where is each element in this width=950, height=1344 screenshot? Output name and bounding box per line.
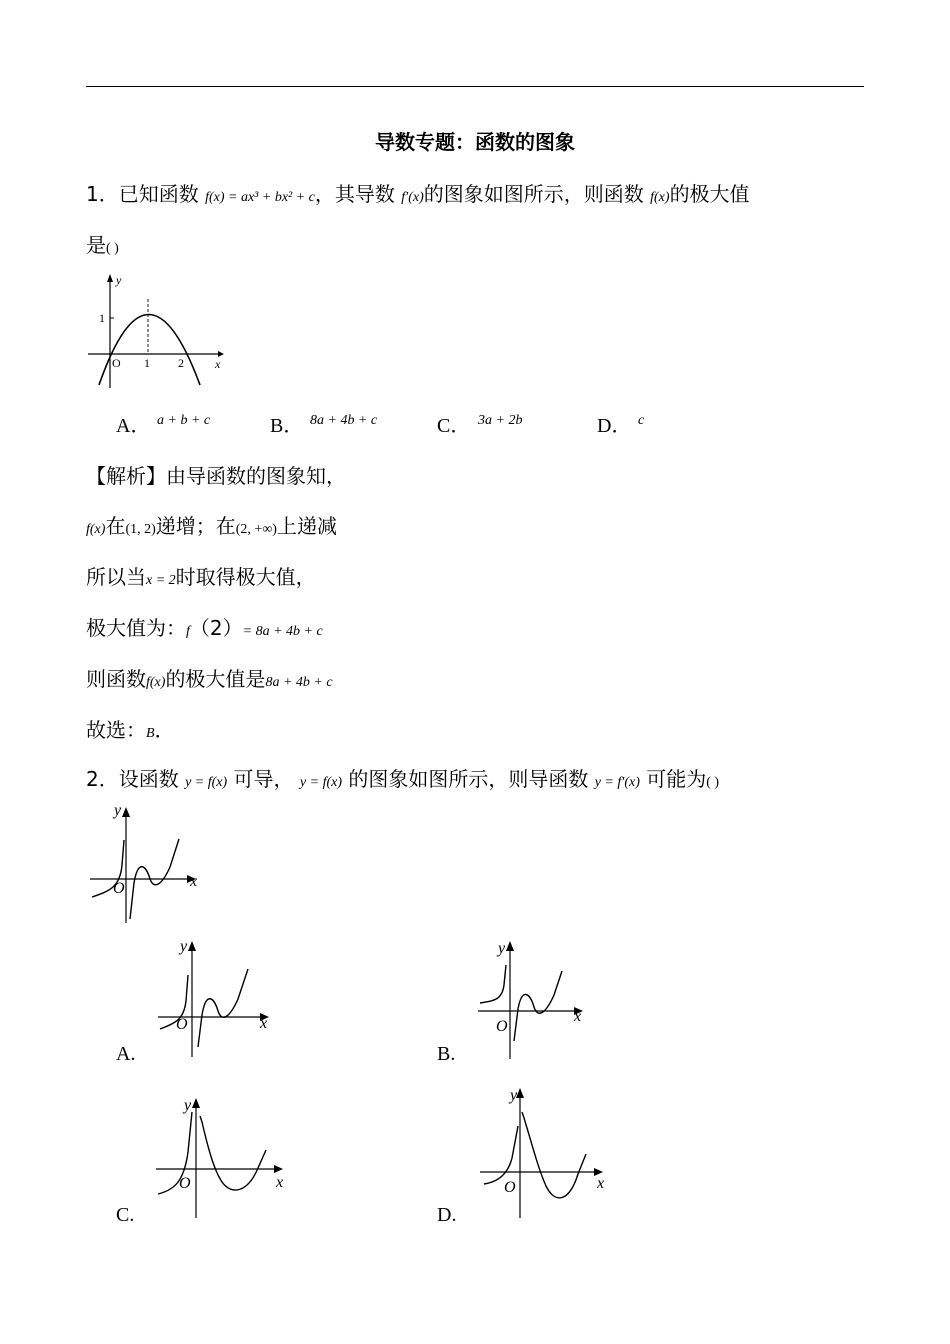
q1-formula-fx: f(x) <box>650 190 670 205</box>
sol-text-is: 的极大值是 <box>165 667 266 691</box>
q1-option-c-label[interactable]: C． <box>437 415 471 437</box>
qb-x-label: x <box>574 1008 582 1025</box>
q1-stem-line1 <box>86 178 750 207</box>
q2-text-3: 的图象如图所示，则导函数 <box>348 767 589 791</box>
q2-function-graph <box>86 795 216 925</box>
q2-y-label: y <box>114 802 122 819</box>
q1-stem-line2 <box>86 229 119 258</box>
qa-y-label: y <box>180 938 188 955</box>
q1-text-4: 的极大值 <box>669 182 750 206</box>
solution-line1: 【解析】由导函数的图象知， <box>86 464 346 488</box>
sol-text-zai: 在 <box>105 514 126 538</box>
q2-stem <box>86 763 719 792</box>
q1-formula-fprime: f′(x) <box>401 190 424 205</box>
q1-number: 1． <box>86 182 119 206</box>
sol-paren-2: （2） <box>189 616 243 640</box>
sol-period: ． <box>154 718 175 742</box>
sol-answer: B <box>146 726 155 741</box>
q2-option-c-graph[interactable] <box>152 1092 292 1222</box>
qd-x-label: x <box>597 1175 605 1192</box>
qc-curve <box>158 1112 266 1194</box>
qd-y-arrow <box>516 1088 524 1098</box>
qc-y-label: y <box>184 1097 192 1114</box>
qc-y-arrow <box>192 1098 200 1108</box>
q2-text-2: 可导， <box>233 767 294 791</box>
q2-formula-2: y = f(x) <box>299 775 342 790</box>
q2-option-d-label[interactable]: D. <box>437 1204 457 1226</box>
q2-option-b-label[interactable]: B. <box>437 1043 456 1065</box>
sol-fx-2: f(x) <box>146 675 166 690</box>
q1-option-d-label[interactable]: D． <box>597 415 632 437</box>
q1-option-d-text[interactable]: c <box>638 413 645 428</box>
q2-option-a-label[interactable]: A. <box>116 1043 136 1065</box>
qa-x-label: x <box>260 1015 268 1032</box>
q1-option-a-label[interactable]: A． <box>116 415 151 437</box>
sol-value: = 8a + 4b + c <box>242 624 323 639</box>
solution-line4 <box>86 612 323 641</box>
sol-x-eq-2: x = 2 <box>146 573 176 588</box>
q2-option-d-graph[interactable] <box>472 1082 612 1220</box>
q1-answer-paren: ( ) <box>106 241 119 256</box>
qd-y-label: y <box>510 1087 518 1104</box>
solution-line2 <box>86 510 337 539</box>
q1-text-3: 的图象如图所示，则函数 <box>423 182 644 206</box>
q2-origin-label: O <box>113 880 125 897</box>
sol-text-so: 所以当 <box>86 565 146 589</box>
sol-text-dec: 上递减 <box>276 514 337 538</box>
qc-origin-label: O <box>179 1175 191 1192</box>
sol-interval-2: (2, +∞) <box>235 522 277 537</box>
q1-origin-label: O <box>112 356 121 370</box>
qd-curve <box>484 1112 586 1198</box>
q2-number: 2． <box>86 767 119 791</box>
qc-x-arrow <box>274 1165 283 1173</box>
qa-curve <box>160 969 248 1047</box>
q1-tick-x1-label: 1 <box>144 356 150 370</box>
q2-formula-3: y = f′(x) <box>594 775 640 790</box>
q1-formula-f: f(x) = ax³ + bx² + c <box>205 190 315 205</box>
sol-text-inc: 递增；在 <box>155 514 236 538</box>
q1-x-label: x <box>215 357 221 371</box>
q2-answer-paren: ( ) <box>706 775 720 790</box>
qa-origin-label: O <box>176 1016 188 1033</box>
q2-option-b-graph[interactable] <box>472 935 602 1060</box>
sol-value-2: 8a + 4b + c <box>265 675 333 690</box>
q2-text-1: 设函数 <box>118 767 179 791</box>
q1-option-b-label[interactable]: B． <box>270 415 304 437</box>
sol-text-max: 时取得极大值， <box>175 565 316 589</box>
qb-y-label: y <box>498 940 506 957</box>
q2-x-label: x <box>190 873 198 890</box>
sol-interval-1: (1, 2) <box>125 522 156 537</box>
sol-f: f <box>186 624 190 639</box>
qb-origin-label: O <box>496 1018 508 1035</box>
q2-formula-1: y = f(x) <box>185 775 228 790</box>
q2-option-c-label[interactable]: C. <box>116 1204 135 1226</box>
solution-line3 <box>86 561 316 590</box>
q1-text-5: 是 <box>86 233 106 257</box>
page-title: 导数专题：函数的图象 <box>375 130 575 154</box>
qb-curve <box>480 965 562 1041</box>
qd-origin-label: O <box>504 1179 516 1196</box>
q1-y-label: y <box>116 273 122 287</box>
q1-option-c-text[interactable]: 3a + 2b <box>478 413 523 428</box>
sol-fx: f(x) <box>86 522 106 537</box>
q1-tick-x2-label: 2 <box>178 356 184 370</box>
q1-option-b-text[interactable]: 8a + 4b + c <box>310 413 378 428</box>
qb-y-arrow <box>506 941 514 951</box>
q1-parabola-curve <box>99 315 200 386</box>
q2-text-4: 可能为 <box>646 767 707 791</box>
sol-text-then: 则函数 <box>86 667 146 691</box>
q1-y-arrow <box>107 274 113 282</box>
q1-text-2: ，其导数 <box>314 182 395 206</box>
sol-text-maxval: 极大值为： <box>86 616 186 640</box>
qc-x-label: x <box>276 1174 284 1191</box>
qa-y-arrow <box>188 941 196 951</box>
solution-line6 <box>86 714 175 743</box>
q1-derivative-graph <box>86 272 226 392</box>
q1-tick-y1-label: 1 <box>99 311 105 325</box>
q2-option-a-graph[interactable] <box>152 935 282 1060</box>
q1-option-a-text[interactable]: a + b + c <box>157 413 211 428</box>
q1-text-1: 已知函数 <box>118 182 199 206</box>
q2-y-arrow <box>122 807 130 817</box>
sol-text-choose: 故选： <box>86 718 146 742</box>
header-rule <box>86 86 864 87</box>
solution-line5 <box>86 663 333 692</box>
